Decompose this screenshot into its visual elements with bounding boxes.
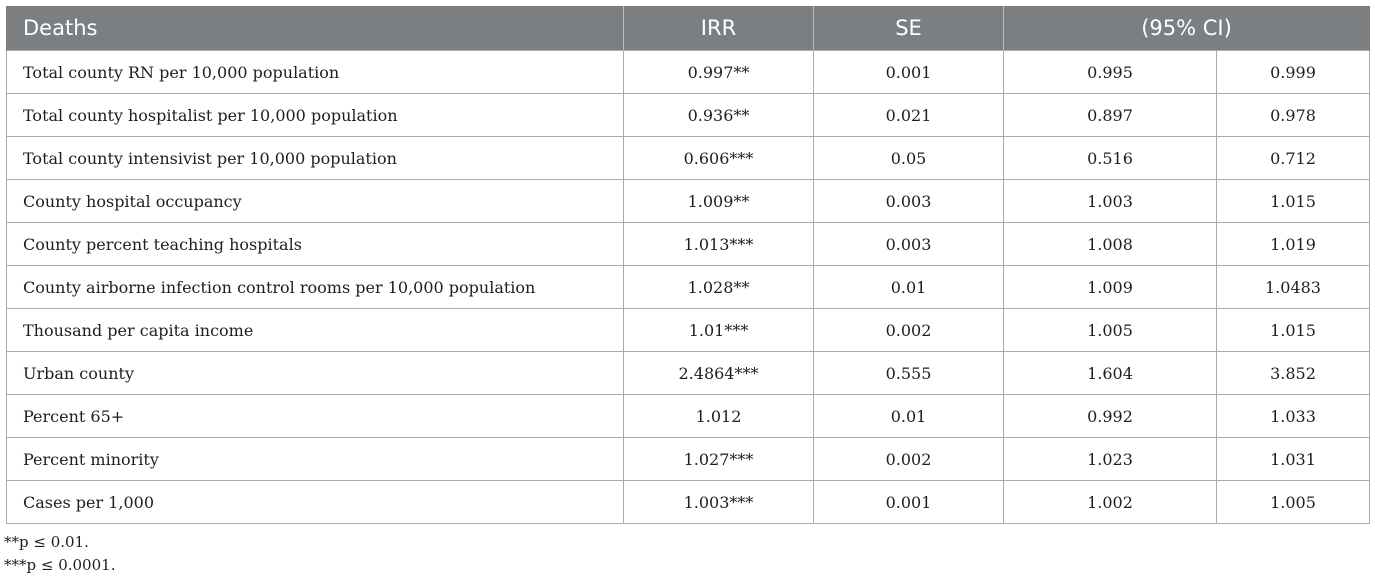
ci-low-cell: 1.003: [1004, 180, 1217, 223]
ci-low-cell: 1.005: [1004, 309, 1217, 352]
footnotes: [4, 531, 115, 577]
row-label: Percent minority: [7, 438, 624, 481]
se-cell: 0.001: [814, 481, 1004, 524]
row-label: Urban county: [7, 352, 624, 395]
irr-cell: 1.027***: [624, 438, 814, 481]
ci-low-cell: 1.604: [1004, 352, 1217, 395]
se-cell: 0.01: [814, 395, 1004, 438]
se-cell: 0.002: [814, 438, 1004, 481]
ci-low-cell: 0.995: [1004, 51, 1217, 94]
irr-cell: 1.01***: [624, 309, 814, 352]
table-row: [7, 137, 1370, 180]
row-label: Total county intensivist per 10,000 population: [7, 137, 624, 180]
irr-cell: 1.012: [624, 395, 814, 438]
table-header: [7, 6, 1370, 51]
irr-cell: 1.013***: [624, 223, 814, 266]
ci-high-cell: 1.0483: [1217, 266, 1370, 309]
se-cell: 0.01: [814, 266, 1004, 309]
table-row: [7, 223, 1370, 266]
row-label: Total county hospitalist per 10,000 population: [7, 94, 624, 137]
header-se: SE: [814, 6, 1004, 51]
ci-high-cell: 1.015: [1217, 309, 1370, 352]
se-cell: 0.003: [814, 223, 1004, 266]
ci-low-cell: 0.897: [1004, 94, 1217, 137]
table-row: [7, 180, 1370, 223]
se-cell: 0.555: [814, 352, 1004, 395]
ci-high-cell: 1.019: [1217, 223, 1370, 266]
ci-high-cell: 1.031: [1217, 438, 1370, 481]
row-label: Thousand per capita income: [7, 309, 624, 352]
header-deaths: Deaths: [7, 6, 624, 51]
irr-cell: 1.028**: [624, 266, 814, 309]
se-cell: 0.002: [814, 309, 1004, 352]
results-table: [6, 6, 1370, 524]
se-cell: 0.001: [814, 51, 1004, 94]
table-row: [7, 438, 1370, 481]
ci-low-cell: 0.992: [1004, 395, 1217, 438]
row-label: Total county RN per 10,000 population: [7, 51, 624, 94]
ci-high-cell: 0.978: [1217, 94, 1370, 137]
ci-low-cell: 1.023: [1004, 438, 1217, 481]
ci-high-cell: 1.005: [1217, 481, 1370, 524]
irr-cell: 0.606***: [624, 137, 814, 180]
irr-cell: 0.997**: [624, 51, 814, 94]
ci-high-cell: 1.033: [1217, 395, 1370, 438]
se-cell: 0.003: [814, 180, 1004, 223]
ci-high-cell: 0.999: [1217, 51, 1370, 94]
table-row: [7, 481, 1370, 524]
ci-low-cell: 1.002: [1004, 481, 1217, 524]
footnote-p0001: ***p ≤ 0.0001.: [4, 556, 116, 574]
table-row: [7, 309, 1370, 352]
irr-cell: 1.003***: [624, 481, 814, 524]
ci-high-cell: 0.712: [1217, 137, 1370, 180]
row-label: County percent teaching hospitals: [7, 223, 624, 266]
se-cell: 0.05: [814, 137, 1004, 180]
ci-low-cell: 0.516: [1004, 137, 1217, 180]
ci-low-cell: 1.008: [1004, 223, 1217, 266]
table-row: [7, 352, 1370, 395]
irr-cell: 1.009**: [624, 180, 814, 223]
header-irr: IRR: [624, 6, 814, 51]
table-row: [7, 395, 1370, 438]
header-row: [7, 6, 1370, 51]
irr-cell: 2.4864***: [624, 352, 814, 395]
row-label: Percent 65+: [7, 395, 624, 438]
header-ci: (95% CI): [1004, 6, 1370, 51]
footnote-p01: **p ≤ 0.01.: [4, 533, 89, 551]
ci-high-cell: 3.852: [1217, 352, 1370, 395]
row-label: County airborne infection control rooms per 10,000 population: [7, 266, 624, 309]
irr-cell: 0.936**: [624, 94, 814, 137]
table-row: [7, 266, 1370, 309]
ci-high-cell: 1.015: [1217, 180, 1370, 223]
se-cell: 0.021: [814, 94, 1004, 137]
row-label: County hospital occupancy: [7, 180, 624, 223]
row-label: Cases per 1,000: [7, 481, 624, 524]
table-row: [7, 94, 1370, 137]
table-row: [7, 51, 1370, 94]
table-body: [7, 51, 1370, 524]
ci-low-cell: 1.009: [1004, 266, 1217, 309]
